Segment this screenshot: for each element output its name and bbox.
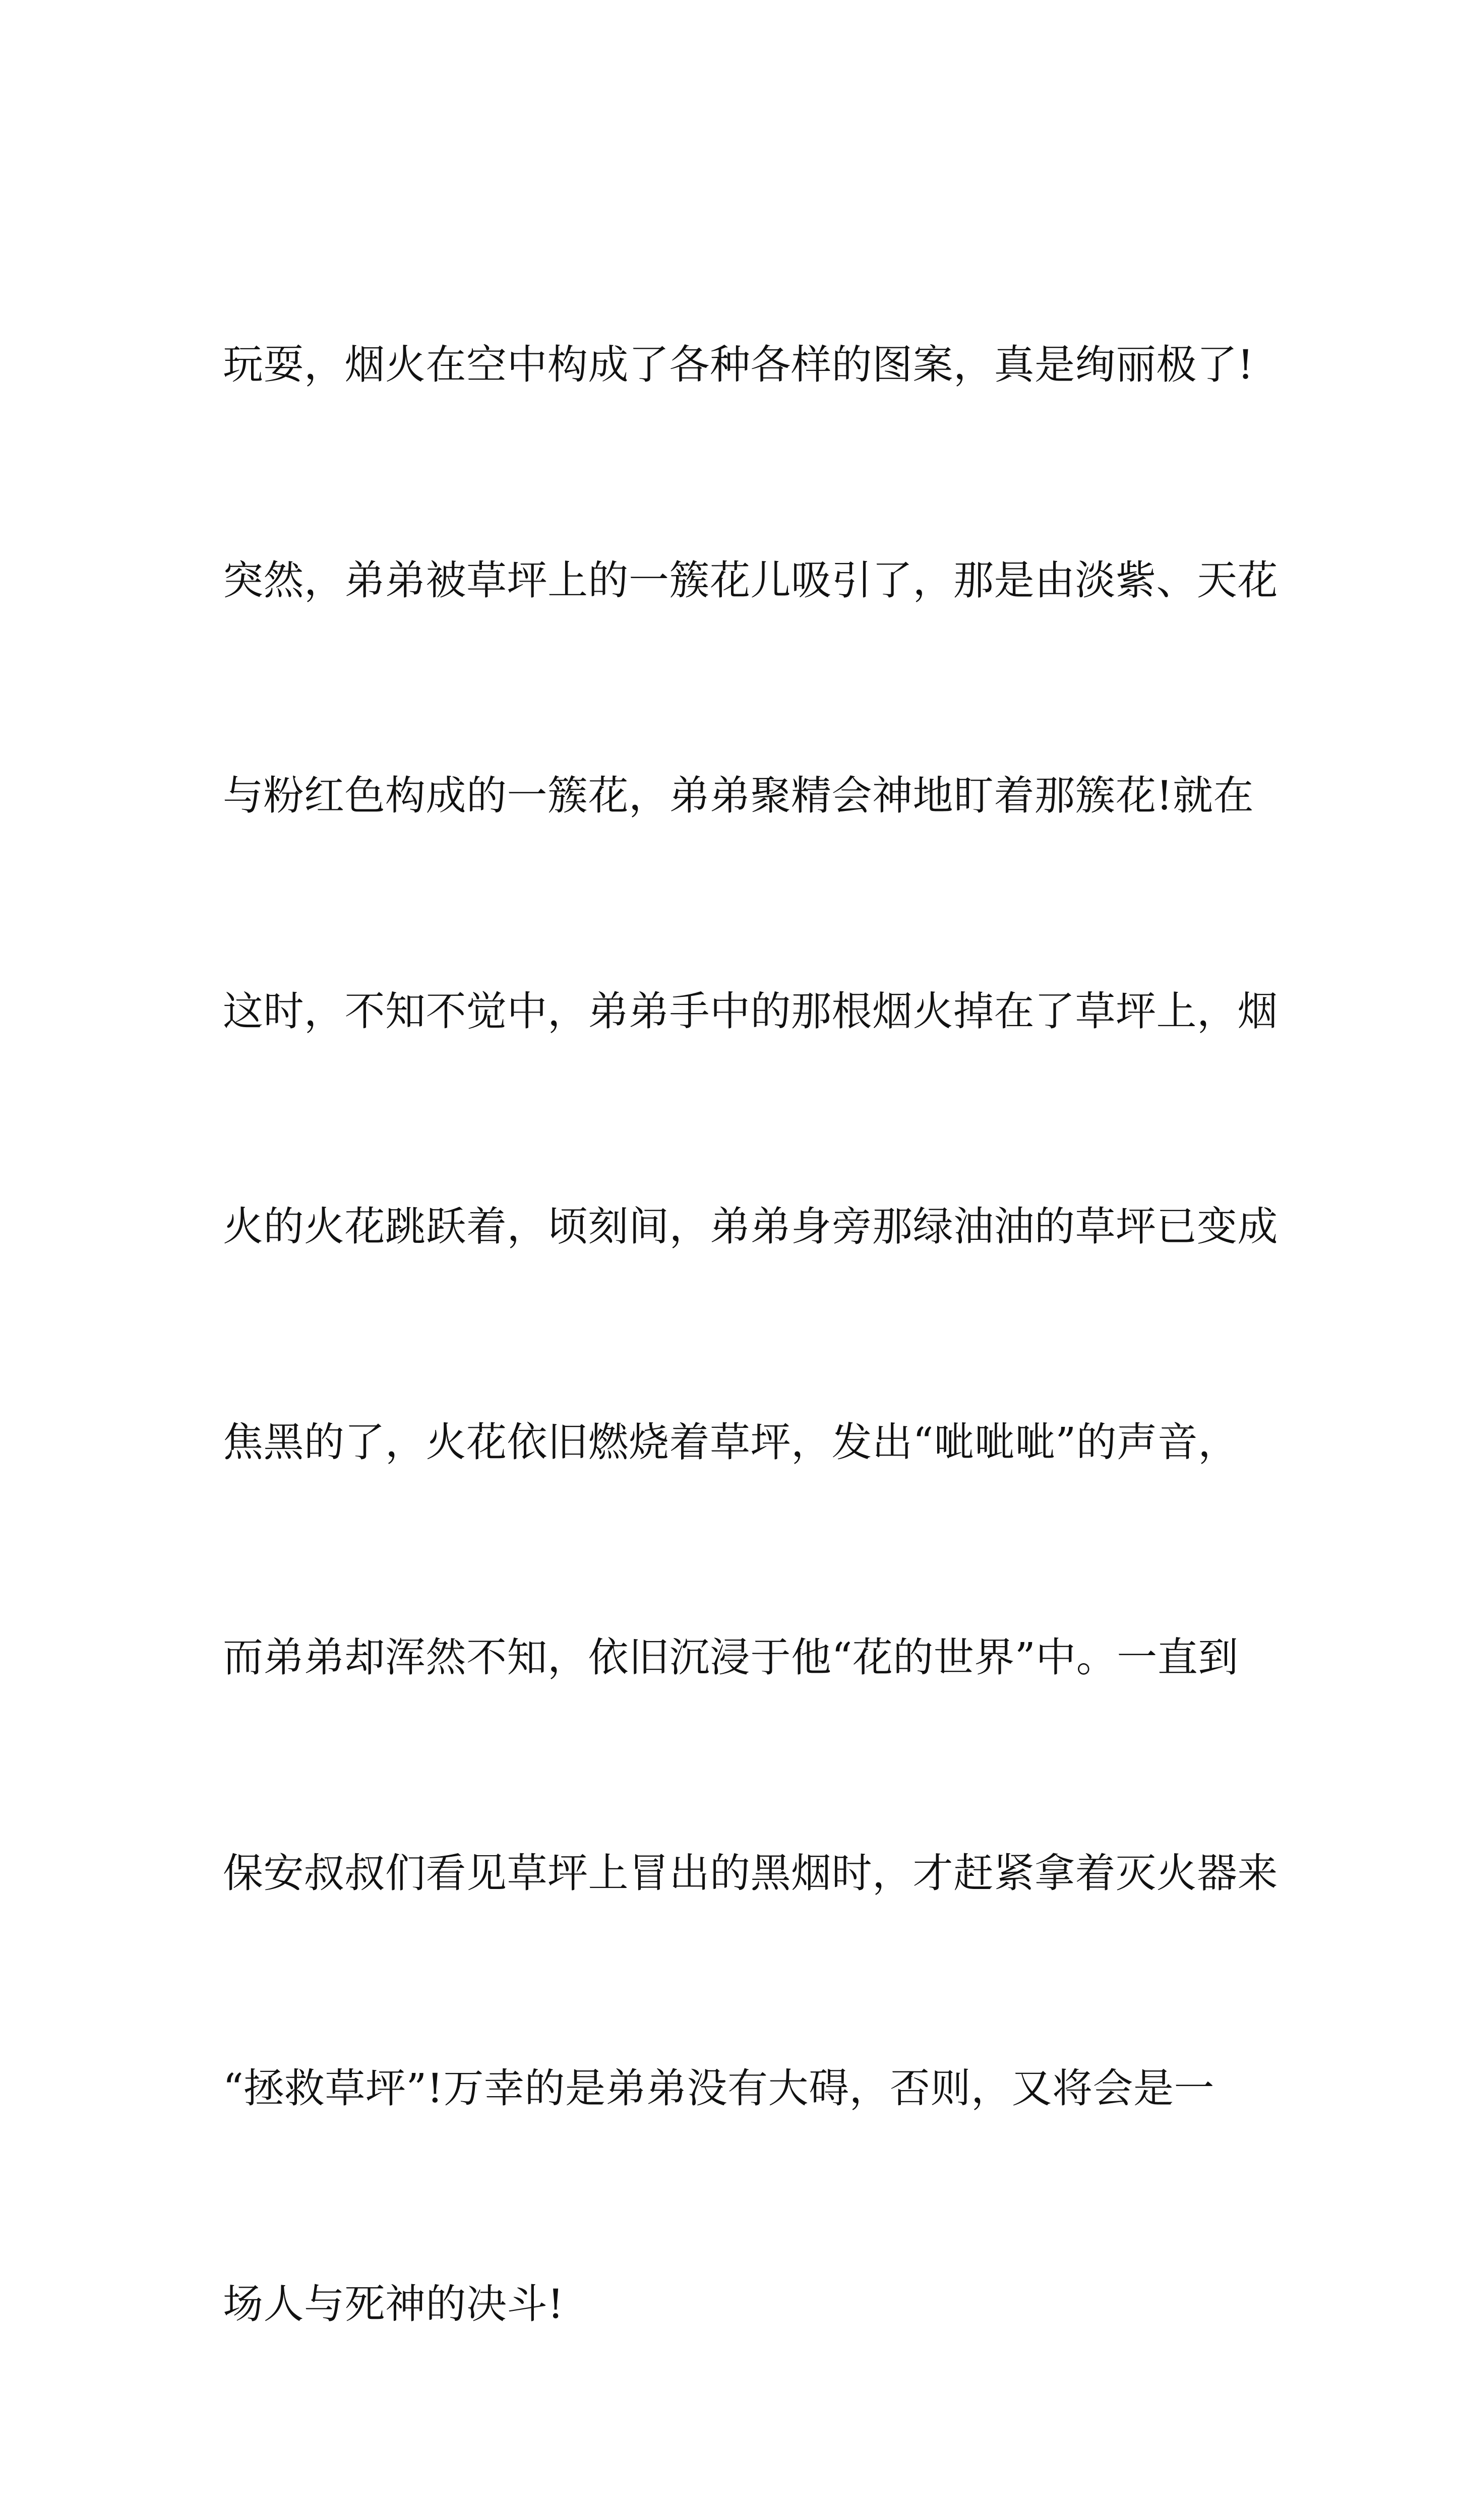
paragraph-fireworks-story — [223, 185, 1278, 2484]
text-line: 场人与死神的决斗! — [223, 2280, 564, 2327]
text-line: 保安叔叔们看见草坪上冒出的黑烟时，才赶紧拿着灭火器来 — [223, 1849, 1278, 1897]
text-line: 与粉红色构成的一簇花，弟弟聚精会神地盯着那簇花!就在 — [223, 772, 1254, 819]
text-line: 火的火花跳跃着，顷刻间，弟弟身旁那绿油油的草坪已变成 — [223, 1203, 1278, 1250]
text-line: 玩耍，烟火在空中构成了各种各样的图案，真是绚丽极了! — [223, 341, 1254, 388]
text-line: 而弟弟却浑然不知，依旧沉浸于他“花的世界”中。一直到 — [223, 1634, 1239, 1681]
text-line: “拯救草坪”!万幸的是弟弟没有大碍，否则，又将会是一 — [223, 2065, 1214, 2112]
paragraph-statistics — [223, 2484, 1231, 2520]
text-line: 这时，不知不觉中，弟弟手中的那根烟火掉在了草坪上，烟 — [223, 987, 1278, 1035]
text-line: 焦黑的了，火花依旧燃烧着草坪，发出“呲呲呲”的声音， — [223, 1418, 1239, 1466]
document-body — [223, 185, 1278, 2520]
text-line: 突然，弟弟被草坪上的一簇花儿吸引了，那是由淡紫、天花 — [223, 556, 1278, 604]
